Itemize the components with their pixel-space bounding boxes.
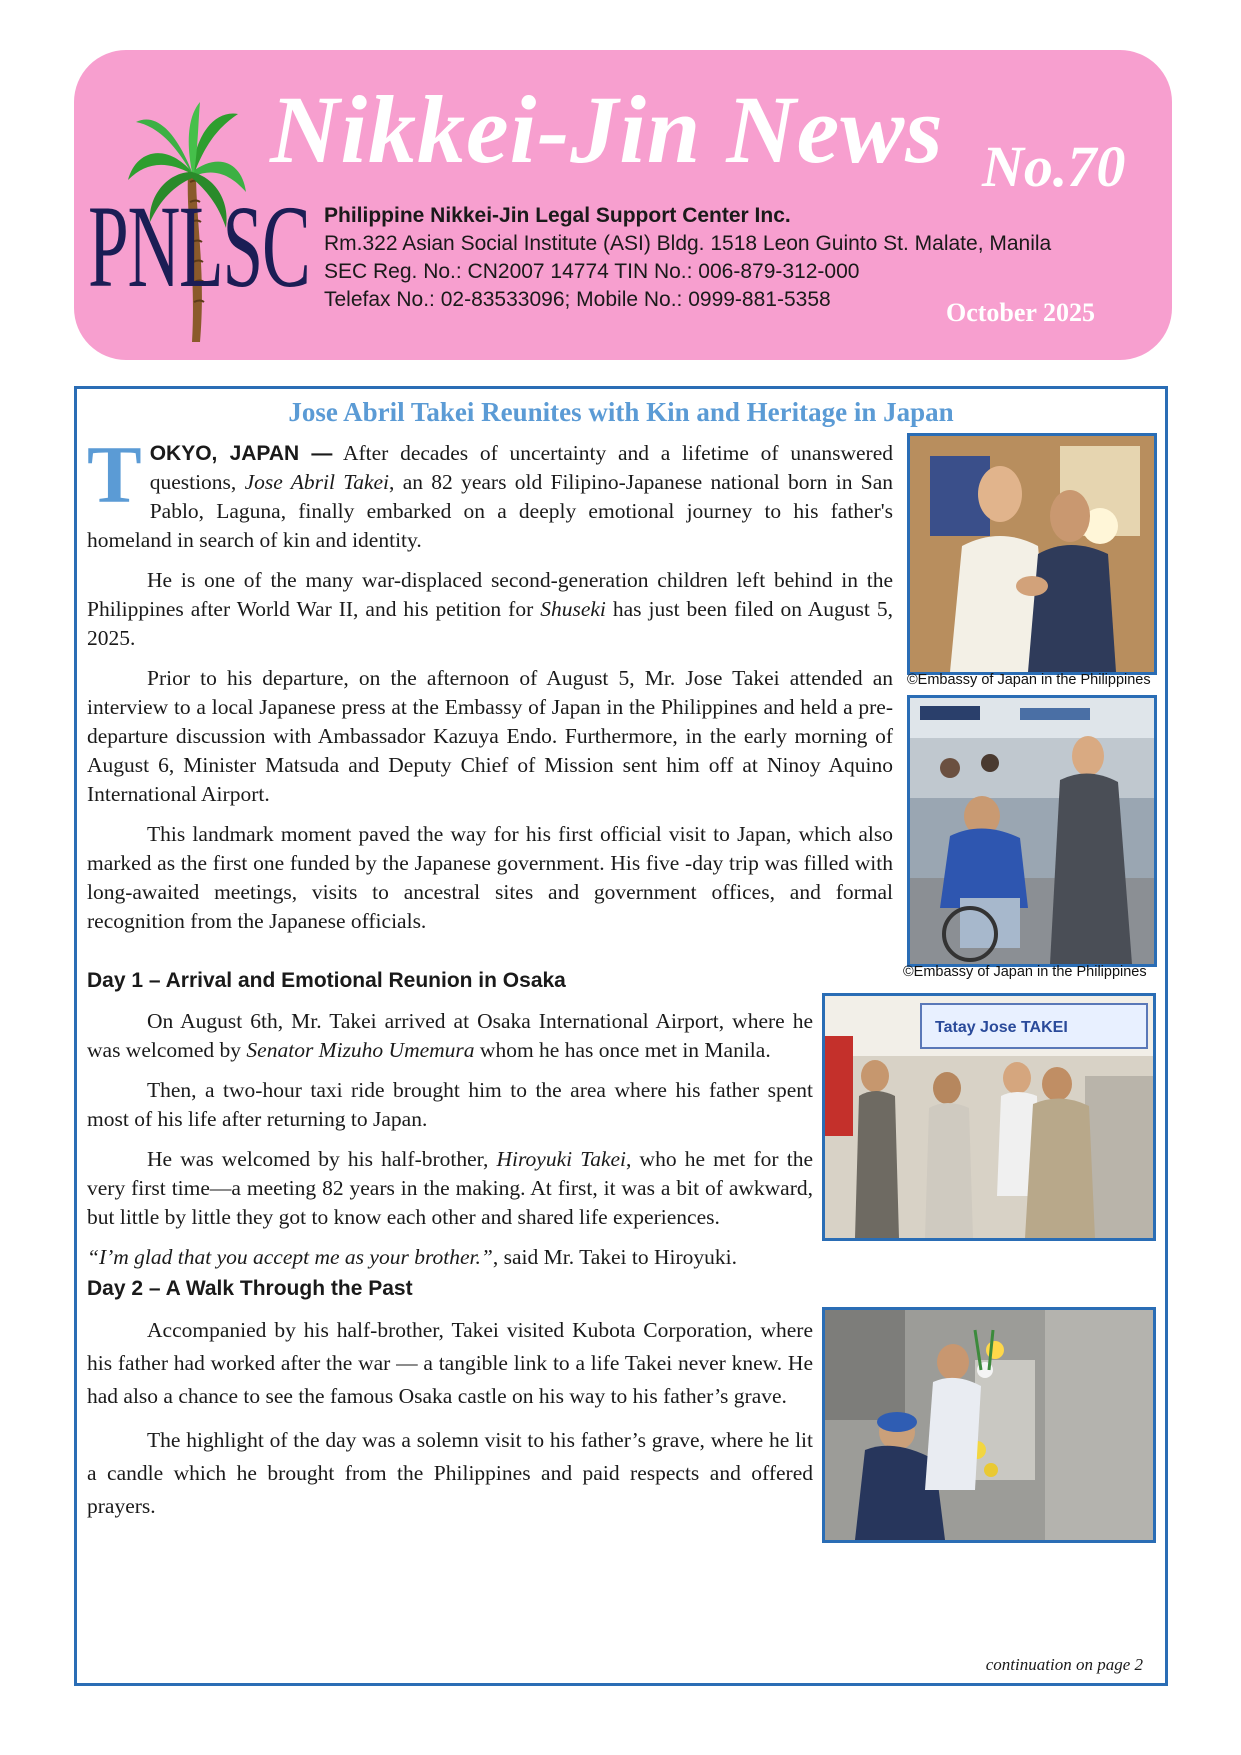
banner-text: Tatay Jose TAKEI	[935, 1019, 1068, 1036]
article	[74, 386, 1168, 1686]
day1-paragraph-3	[87, 1145, 813, 1232]
organization-contact: Telefax No.: 02-83533096; Mobile No.: 0999-881-5358	[324, 288, 831, 311]
paragraph-2-text: He is one of the many war-displaced second-generation children left behind in the Philippines after World War II, and his petition for	[87, 568, 893, 621]
day2-column	[87, 1314, 813, 1534]
day1-paragraph-2: Then, a two-hour taxi ride brought him to the area where his father spent most of his life after returning to Japan.	[87, 1078, 813, 1131]
senator-name: Senator Mizuho Umemura	[246, 1038, 475, 1062]
organization-info	[324, 202, 1051, 314]
intro-text-end: , an 82 years old Filipino-Japanese national born in San Pablo, Laguna, finally embarked on a deeply emotional journey to his father's homeland in search of kin and identity.	[87, 470, 893, 552]
intro-paragraph	[87, 429, 894, 555]
photo-airport-sendoff	[907, 695, 1157, 967]
paragraph-2-end: has just been filed on August 5, 2025.	[87, 597, 893, 650]
day1-paragraph-3-end: , who he met for the very first time—a meeting 82 years in the making. At first, it was a bit of awkward, but little by little they got to know each other and shared life experiences.	[87, 1147, 813, 1229]
photo-credit-1: ©Embassy of Japan in the Philippines	[907, 672, 1151, 688]
dateline: OKYO, JAPAN —	[149, 442, 333, 465]
photo-family-reunion	[822, 993, 1156, 1241]
organization-address: Rm.322 Asian Social Institute (ASI) Bldg. 1518 Leon Guinto St. Malate, Manila	[324, 232, 1052, 255]
photo-credit-2: ©Embassy of Japan in the Philippines	[903, 964, 1147, 980]
paragraph-3: Prior to his departure, on the afternoon of August 5, Mr. Jose Takei attended an interview to a local Japanese press at the Embassy of Japan in the Philippines and held a pre-departure discussion with Ambassador Kazuya Endo. Furthermore, in the early morning of August 6, Minister Matsuda and Deputy Chief of Mission sent him off at Ninoy Aquino International Airport.	[87, 666, 893, 806]
newsletter-title: Nikkei-Jin News	[270, 76, 944, 183]
quote-text: “I’m glad that you accept me as your brother.”	[87, 1245, 493, 1269]
logo-text: PNLSC	[88, 181, 310, 312]
day1-paragraph-1	[87, 1007, 813, 1065]
issue-date: October 2025	[946, 298, 1095, 327]
organization-registration: SEC Reg. No.: CN2007 14774 TIN No.: 006-879-312-000	[324, 260, 860, 283]
continuation-note: continuation on page 2	[985, 1655, 1143, 1674]
intro-text: After decades of uncertainty and a lifetime of unanswered questions,	[149, 441, 894, 494]
issue-number: No.70	[982, 134, 1126, 199]
day1-quote	[87, 1243, 813, 1272]
organization-name: Philippine Nikkei-Jin Legal Support Center Inc.	[324, 204, 791, 227]
day1-paragraph-1-end: whom he has once met in Manila.	[474, 1038, 771, 1062]
day1-column	[87, 1007, 813, 1283]
half-brother-name: Hiroyuki Takei	[496, 1147, 627, 1171]
masthead	[74, 50, 1172, 360]
article-intro-column	[87, 429, 894, 947]
day2-heading: Day 2 – A Walk Through the Past	[87, 1277, 413, 1300]
day2-paragraph-2: The highlight of the day was a solemn visit to his father’s grave, where he lit a candle which he brought from the Philippines and paid respects and offered prayers.	[87, 1428, 813, 1518]
shuseki-term: Shuseki	[540, 597, 606, 621]
day1-paragraph-1-text: On August 6th, Mr. Takei arrived at Osaka International Airport, where he was welcomed by	[87, 1009, 813, 1062]
day1-paragraph-3-text: He was welcomed by his half-brother,	[147, 1147, 497, 1171]
photo-embassy-handshake	[907, 433, 1157, 675]
day1-heading: Day 1 – Arrival and Emotional Reunion in Osaka	[87, 969, 566, 992]
photo-grave-visit	[822, 1307, 1156, 1543]
paragraph-2	[87, 566, 893, 653]
person-name: Jose Abril Takei	[244, 470, 390, 494]
quote-attribution: , said Mr. Takei to Hiroyuki.	[492, 1245, 738, 1269]
paragraph-4: This landmark moment paved the way for his first official visit to Japan, which also marked as the first one funded by the Japanese government. His five -day trip was filled with long-awaited meetings, visits to ancestral sites and government offices, and formal recognition from the Japanese officials.	[87, 822, 893, 933]
article-headline: Jose Abril Takei Reunites with Kin and Heritage in Japan	[288, 397, 954, 427]
day2-paragraph-1: Accompanied by his half-brother, Takei visited Kubota Corporation, where his father had worked after the war — a tangible link to a life Takei never knew. He had also a chance to see the famous Osaka castle on his way to his father’s grave.	[87, 1318, 813, 1408]
drop-cap: T	[87, 429, 142, 520]
